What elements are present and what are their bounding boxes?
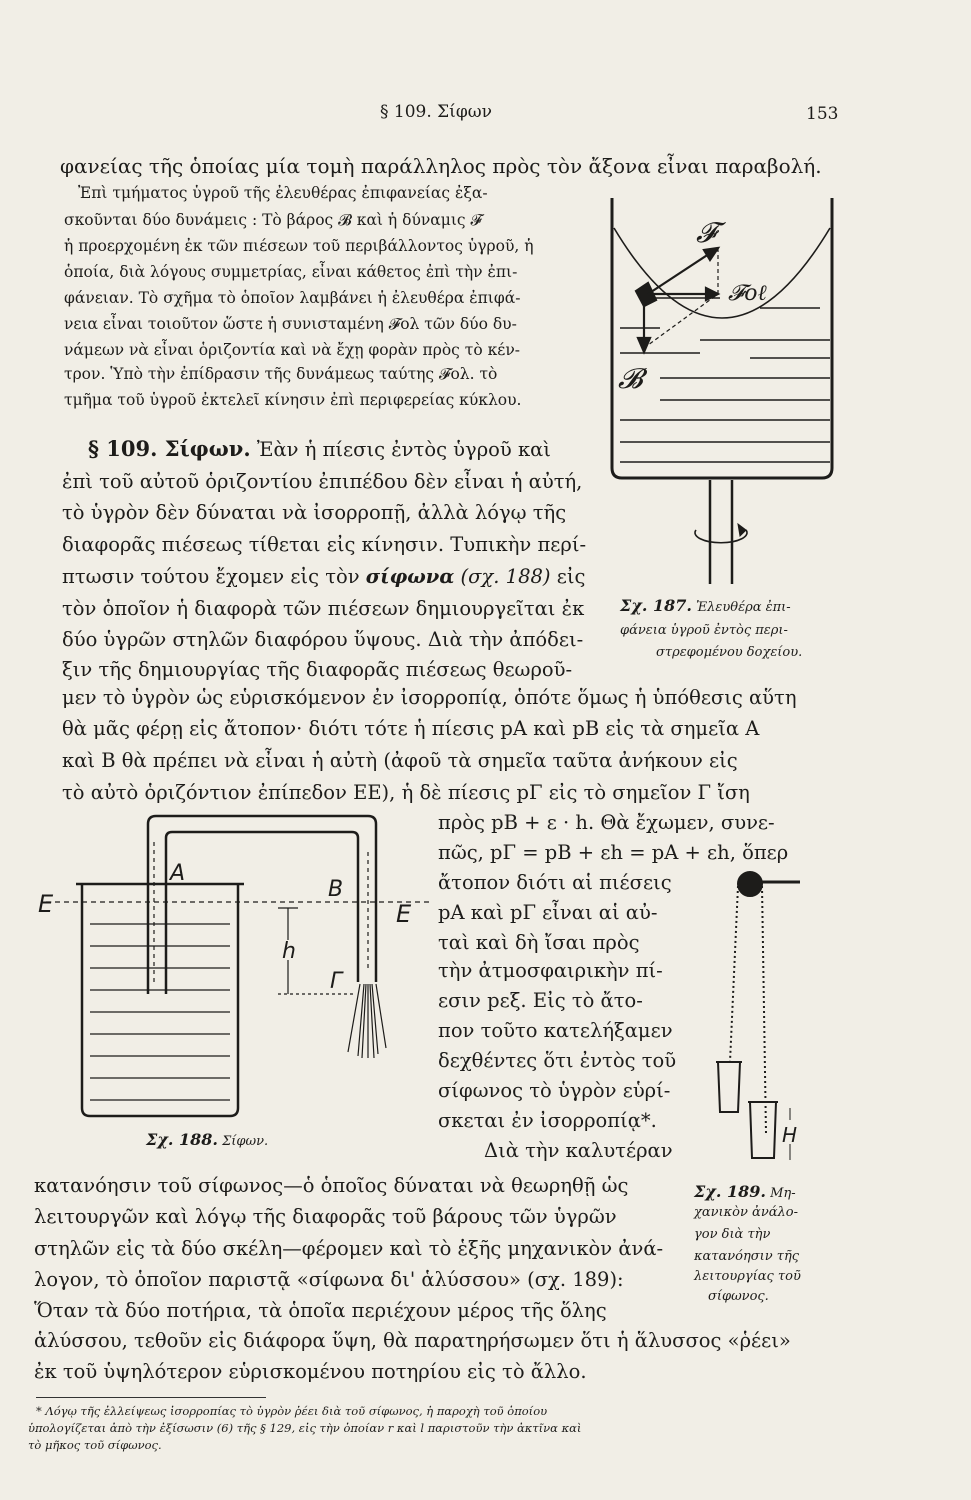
siphon-text-a: πτωσιν τούτου ἔχομεν εἰς τὸν	[62, 565, 360, 588]
body-line: πρὸς pB + ε · h. Θὰ ἔχωμεν, συνε-	[438, 811, 775, 834]
caption-189	[694, 1184, 796, 1200]
figure-188	[30, 812, 440, 1130]
label-B: B	[328, 877, 344, 902]
label-Fol: 𝓕οℓ	[728, 281, 767, 306]
small-paragraph-line: τμῆμα τοῦ ὑγροῦ ἐκτελεῖ κίνησιν ἐπὶ περιφερείας κύκλου.	[64, 391, 522, 409]
body-line: τὸ αὐτὸ ὁριζόντιον ἐπίπεδον EE), ἡ δὲ πίεσις pΓ εἰς τὸ σημεῖον Γ ἴση	[62, 781, 750, 804]
body-line: τὸν ὁποῖον ἡ διαφορὰ τῶν πιέσεων δημιουργεῖται ἐκ	[62, 597, 585, 620]
body-line-siphon	[62, 567, 585, 587]
intro-line: φανείας τῆς ὁποίας μία τομὴ παράλληλος πρὸς τὸν ἄξονα εἶναι παραβολή.	[60, 154, 822, 178]
label-E-left: E	[38, 890, 54, 918]
small-paragraph-line: ἡ προερχομένη ἐκ τῶν πιέσεων τοῦ περιβάλλοντος ὑγροῦ, ἡ	[64, 237, 534, 255]
caption-189-line: σίφωνος.	[708, 1289, 769, 1304]
label-A: A	[170, 861, 186, 886]
body-line: ξιν τῆς δημιουργίας τῆς διαφορᾶς πιέσεως θεωροῦ-	[62, 658, 573, 681]
caption-187-number: Σχ. 187.	[620, 596, 692, 615]
body-line: κατανόησιν τοῦ σίφωνος—ὁ ὁποῖος δύναται νὰ θεωρηθῇ ὡς	[34, 1174, 629, 1197]
small-paragraph-line: νάμεων νὰ εἶναι ὁριζοντία καὶ νὰ ἔχῃ φορὰν πρὸς τὸ κέν-	[64, 341, 520, 359]
body-line: καὶ B θὰ πρέπει νὰ εἶναι ἡ αὐτὴ (ἀφοῦ τὰ σημεῖα ταῦτα ἀνήκουν εἰς	[62, 749, 738, 772]
body-line: Διὰ τὴν καλυτέραν	[484, 1139, 673, 1162]
footnote-line: τὸ μῆκος τοῦ σίφωνος.	[28, 1438, 162, 1452]
label-E-right: E	[396, 900, 412, 928]
footnote-rule	[36, 1397, 266, 1398]
caption-188-text: Σίφων.	[222, 1134, 269, 1149]
caption-187-line: Ἐλευθέρα ἐπι-	[696, 600, 791, 615]
body-line: σκεται ἐν ἰσορροπίᾳ*.	[438, 1109, 657, 1132]
chain-right	[762, 886, 766, 1134]
label-F: 𝓕	[696, 216, 717, 249]
footnote-line: * Λόγῳ τῆς ἐλλείψεως ἰσορροπίας τὸ ὑγρὸν ῥέει διὰ τοῦ σίφωνος, ἡ παροχὴ τοῦ ὁποίου	[36, 1404, 548, 1418]
cup-lower	[750, 1102, 776, 1158]
body-line: θὰ μᾶς φέρῃ εἰς ἄτοπον· διότι τότε ἡ πίεσις pA καὶ pB εἰς τὰ σημεῖα A	[62, 717, 760, 740]
small-paragraph-line: ὁποία, διὰ λόγους συμμετρίας, εἶναι κάθετος ἐπὶ τὴν ἐπι-	[64, 263, 518, 281]
page-number: 153	[806, 104, 839, 124]
body-line: ἐκ τοῦ ὑψηλότερον εὑρισκομένου ποτηρίου εἰς τὸ ἄλλο.	[34, 1360, 587, 1383]
label-H: H	[782, 1123, 798, 1147]
small-paragraph-line: σκοῦνται δύο δυνάμεις : Τὸ βάρος 𝓑 καὶ ἡ δύναμις 𝓕	[64, 211, 482, 229]
body-line: λογον, τὸ ὁποῖον παριστᾷ «σίφωνα δι' ἁλύσσου» (σχ. 189):	[34, 1268, 624, 1291]
section-first-line	[88, 438, 551, 460]
siphon-tube-outer	[148, 816, 376, 994]
body-line: στηλῶν εἰς τὰ δύο σκέλη—φέρομεν καὶ τὸ ἑξῆς μηχανικὸν ἀνά-	[34, 1237, 664, 1260]
section-first-line-text: Ἐὰν ἡ πίεσις ἐντὸς ὑγροῦ καὶ	[256, 438, 551, 461]
body-line: δεχθέντες ὅτι ἐντὸς τοῦ	[438, 1049, 677, 1072]
siphon-term: σίφωνα	[365, 565, 455, 588]
pulley	[738, 872, 762, 896]
outflow-stream	[348, 984, 386, 1058]
body-line: μεν τὸ ὑγρὸν ὡς εὑρισκόμενον ἐν ἰσορροπίᾳ, ὁπότε ὅμως ἡ ὑπόθεσις αὕτη	[62, 686, 797, 709]
body-line: τὸ ὑγρὸν δὲν δύναται νὰ ἰσορροπῇ, ἀλλὰ λόγῳ τῆς	[62, 501, 567, 524]
body-line: πῶς, pΓ = pB + εh = pA + εh, ὅπερ	[438, 841, 789, 864]
caption-189-number: Σχ. 189.	[694, 1182, 766, 1201]
body-line: ἐπὶ τοῦ αὐτοῦ ὁριζοντίου ἐπιπέδου δὲν εἶναι ἡ αὐτή,	[62, 470, 583, 493]
body-line: pA καὶ pΓ εἶναι αἱ αὐ-	[438, 901, 658, 924]
body-line: ἁλύσσου, τεθοῦν εἰς διάφορα ὕψη, θὰ παρατηρήσωμεν ὅτι ἡ ἅλυσσος «ῥέει»	[34, 1329, 791, 1352]
chain-left	[730, 886, 738, 1062]
body-line: Ὅταν τὰ δύο ποτήρια, τὰ ὁποῖα περιέχουν μέρος τῆς ὅλης	[34, 1299, 607, 1322]
body-line: ἄτοπον διότι αἱ πιέσεις	[438, 871, 672, 894]
body-line: ταὶ καὶ δὴ ἴσαι πρὸς	[438, 931, 640, 954]
label-Gamma: Γ	[330, 969, 343, 994]
small-paragraph-line: τρον. Ὑπὸ τὴν ἐπίδρασιν τῆς δυνάμεως ταύτης 𝓕ολ. τὸ	[64, 365, 498, 383]
siphon-text-d: εἰς	[556, 565, 586, 588]
caption-189-line: χανικὸν ἀνάλο-	[694, 1205, 798, 1220]
caption-187-line: φάνεια ὑγροῦ ἐντὸς περι-	[620, 623, 788, 638]
label-h: h	[282, 939, 296, 964]
section-heading: § 109. Σίφων.	[88, 436, 251, 461]
caption-189-line: κατανόησιν τῆς	[694, 1249, 800, 1264]
body-line: σίφωνος τὸ ὑγρὸν εὑρί-	[438, 1079, 671, 1102]
body-line: δύο ὑγρῶν στηλῶν διαφόρου ὕψους. Διὰ τὴν ἀπόδει-	[62, 628, 584, 651]
fig-ref-188: (σχ. 188)	[460, 565, 551, 588]
caption-189-line: λειτουργίας τοῦ	[694, 1269, 801, 1284]
body-line: λειτουργῶν καὶ λόγῳ τῆς διαφορᾶς τοῦ βάρους τῶν ὑγρῶν	[34, 1205, 617, 1228]
body-line: εσιν pεξ. Εἰς τὸ ἄτο-	[438, 989, 643, 1012]
caption-189-line: γον διὰ τὴν	[694, 1227, 771, 1242]
caption-189-first: Μη-	[770, 1186, 796, 1201]
small-paragraph-line: νεια εἶναι τοιοῦτον ὥστε ἡ συνισταμένη 𝓕ολ τῶν δύο δυ-	[64, 315, 517, 333]
footnote-line: ὑπολογίζεται ἀπὸ τὴν ἐξίσωσιν (6) τῆς § 129, εἰς τὴν ὁποίαν r καὶ l παριστοῦν τὴν ἀκτῖνα καὶ	[28, 1421, 582, 1435]
small-paragraph-line: φάνειαν. Τὸ σχῆμα τὸ ὁποῖον λαμβάνει ἡ ἐλευθέρα ἐπιφά-	[64, 289, 521, 307]
small-paragraph-line: Ἐπὶ τμήματος ὑγροῦ τῆς ἐλευθέρας ἐπιφανείας ἐξα-	[78, 184, 488, 202]
caption-188-number: Σχ. 188.	[146, 1130, 218, 1149]
caption-187	[620, 598, 791, 614]
label-B: 𝓑	[618, 362, 643, 395]
running-title: § 109. Σίφων	[380, 102, 492, 122]
caption-188	[146, 1132, 268, 1148]
body-line: πον τοῦτο κατελήξαμεν	[438, 1019, 673, 1042]
body-line: διαφορᾶς πιέσεως τίθεται εἰς κίνησιν. Τυπικὴν περί-	[62, 533, 587, 556]
figure-187	[600, 188, 840, 588]
caption-187-line: στρεφομένου δοχείου.	[656, 645, 803, 660]
beaker	[82, 884, 238, 1116]
body-line: τὴν ἀτμοσφαιρικὴν πί-	[438, 959, 663, 982]
cup-upper	[718, 1062, 740, 1112]
figure-189	[708, 862, 808, 1172]
